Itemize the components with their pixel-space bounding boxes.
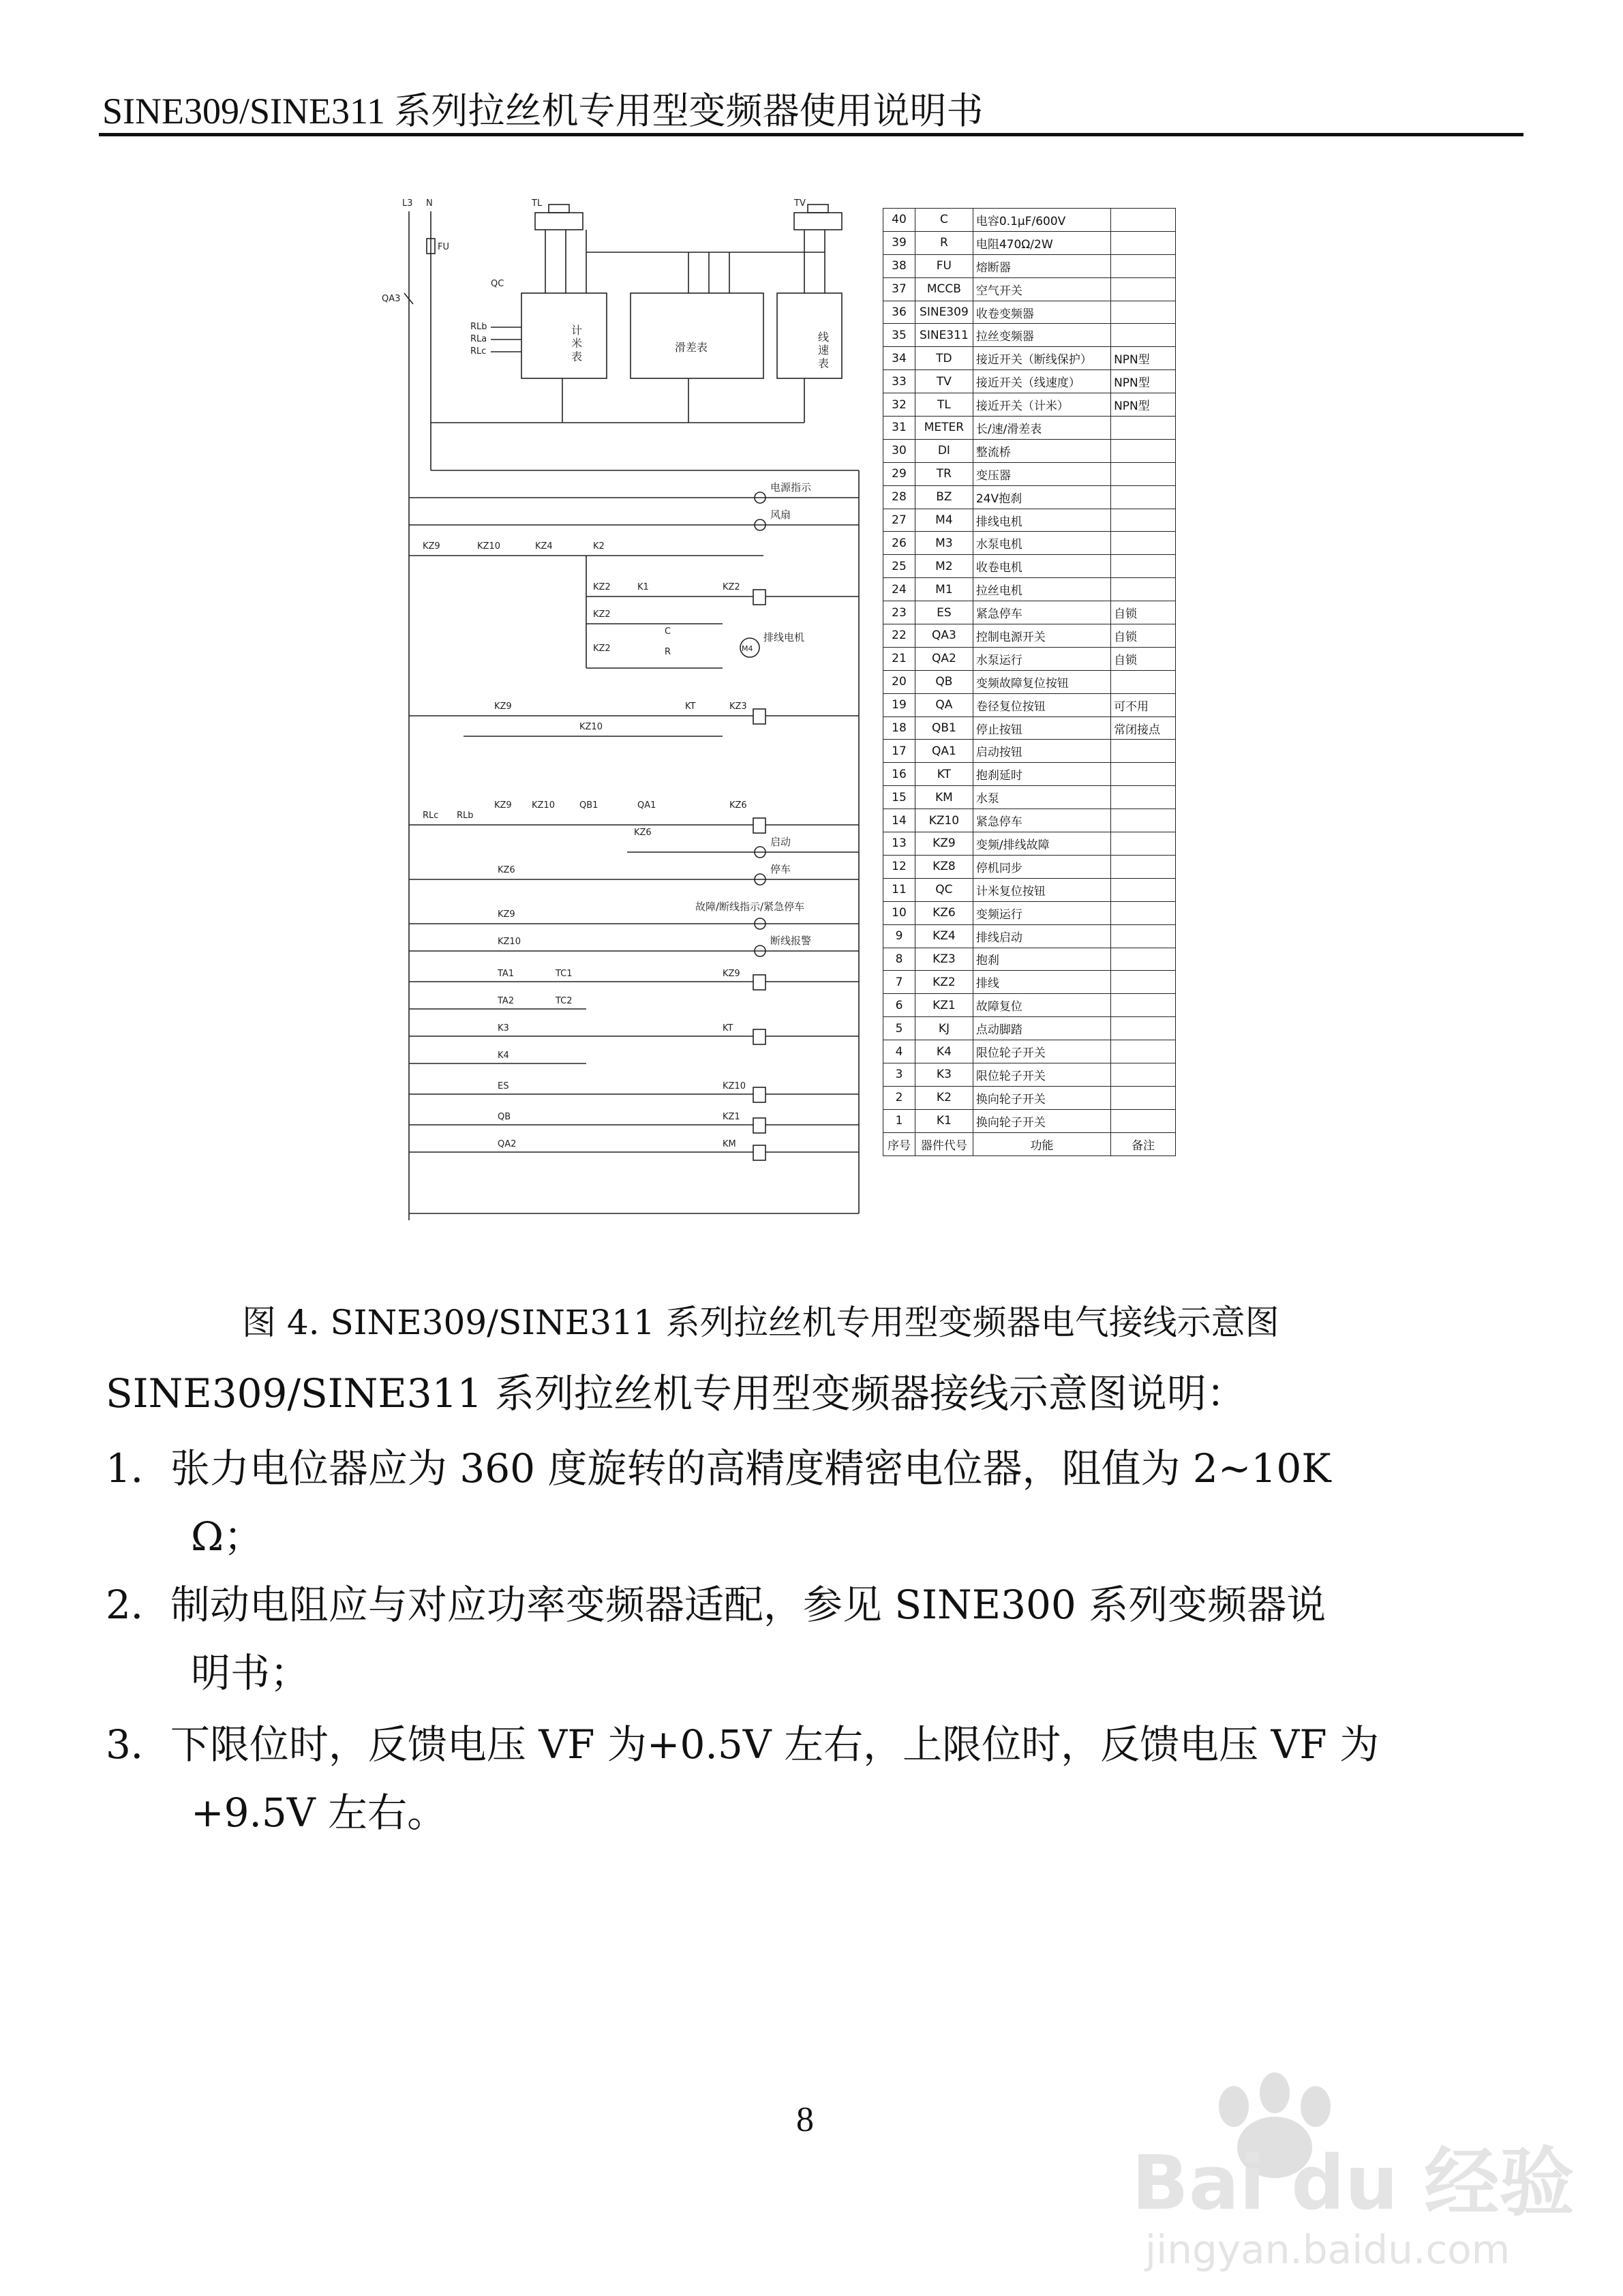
legend-cell: 排线启动	[973, 924, 1110, 948]
legend-cell: 38	[883, 254, 915, 277]
svg-text:KZ3: KZ3	[729, 701, 747, 712]
svg-text:KZ9: KZ9	[494, 701, 512, 712]
legend-cell: NPN型	[1111, 393, 1176, 417]
legend-cell: KJ	[915, 1017, 973, 1040]
legend-cell: M2	[915, 555, 973, 578]
legend-cell: 水泵运行	[973, 647, 1110, 670]
legend-cell: MCCB	[915, 277, 973, 301]
legend-row	[883, 393, 1176, 417]
legend-row	[883, 716, 1176, 740]
legend-cell	[1111, 878, 1176, 901]
watermark-brand: Bai du 经验	[1132, 2139, 1575, 2226]
legend-cell: 紧急停车	[973, 601, 1110, 624]
item-3-line-2: +9.5V 左右。	[191, 1789, 447, 1836]
legend-row	[883, 971, 1176, 994]
legend-header-cell: 备注	[1111, 1132, 1176, 1155]
start-label: 启动	[770, 836, 791, 848]
legend-cell: KZ8	[915, 855, 973, 878]
legend-row	[883, 624, 1176, 648]
legend-cell	[1111, 209, 1176, 232]
svg-text:KZ10: KZ10	[477, 541, 500, 552]
item-1-line-2: Ω；	[191, 1513, 264, 1560]
fault-label: 故障/断线指示/紧急停车	[695, 901, 805, 913]
legend-cell: 排线	[973, 971, 1110, 994]
wiring-diagram	[382, 198, 873, 1234]
legend-cell: 16	[883, 763, 915, 786]
svg-text:QA2: QA2	[498, 1139, 517, 1149]
legend-cell: 22	[883, 624, 915, 648]
legend-cell: KZ6	[915, 901, 973, 924]
svg-text:KT: KT	[723, 1023, 733, 1033]
legend-cell: 可不用	[1111, 693, 1176, 716]
legend-cell: 6	[883, 994, 915, 1017]
legend-cell: KM	[915, 786, 973, 809]
legend-cell: 卷径复位按钮	[973, 693, 1110, 716]
legend-cell: 停止按钮	[973, 716, 1110, 740]
legend-cell: 换向轮子开关	[973, 1086, 1110, 1109]
baidu-watermark	[1118, 2045, 1595, 2277]
stop-label: 停车	[770, 863, 791, 875]
legend-cell: 水泵电机	[973, 532, 1110, 555]
legend-row	[883, 532, 1176, 555]
svg-text:TA1: TA1	[498, 969, 515, 979]
legend-cell: 控制电源开关	[973, 624, 1110, 648]
legend-cell: 29	[883, 462, 915, 485]
legend-row	[883, 693, 1176, 716]
item-2-line-2: 明书；	[191, 1650, 310, 1696]
legend-cell: 点动脚踏	[973, 1017, 1110, 1040]
tv-label: TV	[794, 198, 806, 209]
legend-cell: 收卷电机	[973, 555, 1110, 578]
legend-cell: 36	[883, 301, 915, 324]
legend-cell	[1111, 740, 1176, 763]
legend-cell: R	[915, 231, 973, 254]
legend-cell: SINE311	[915, 324, 973, 347]
legend-cell	[1111, 231, 1176, 254]
svg-text:K2: K2	[593, 541, 605, 552]
legend-cell: 接近开关（断线保护）	[973, 347, 1110, 370]
legend-row	[883, 301, 1176, 324]
legend-cell	[1111, 670, 1176, 693]
svg-text:KZ10: KZ10	[579, 722, 603, 732]
legend-row	[883, 994, 1176, 1017]
legend-cell: 9	[883, 924, 915, 948]
legend-cell: C	[915, 209, 973, 232]
legend-cell: 变频运行	[973, 901, 1110, 924]
legend-row	[883, 1063, 1176, 1086]
legend-row	[883, 324, 1176, 347]
rla-label: RLa	[470, 334, 487, 344]
legend-cell: KZ4	[915, 924, 973, 948]
legend-cell: 自锁	[1111, 624, 1176, 648]
legend-cell: 换向轮子开关	[973, 1109, 1110, 1132]
legend-row	[883, 485, 1176, 509]
legend-cell: 34	[883, 347, 915, 370]
legend-cell: 17	[883, 740, 915, 763]
watermark-url: jingyan.baidu.com	[1145, 2226, 1511, 2273]
svg-text:TC2: TC2	[556, 996, 573, 1006]
svg-text:KZ9: KZ9	[423, 541, 440, 552]
legend-cell: 限位轮子开关	[973, 1063, 1110, 1086]
legend-row	[883, 370, 1176, 393]
legend-cell: 1	[883, 1109, 915, 1132]
legend-cell: DI	[915, 439, 973, 462]
legend-cell: 变频/排线故障	[973, 832, 1110, 856]
item-2-line-1: 2．制动电阻应与对应功率变频器适配，参见 SINE300 系列变频器说	[106, 1582, 1326, 1628]
legend-row	[883, 417, 1176, 440]
legend-cell	[1111, 1040, 1176, 1063]
qa3-label: QA3	[382, 294, 401, 304]
rlc-label: RLc	[470, 346, 487, 357]
legend-cell: TD	[915, 347, 973, 370]
svg-text:KZ2: KZ2	[593, 644, 611, 654]
legend-row	[883, 1109, 1176, 1132]
svg-text:K3: K3	[498, 1023, 509, 1033]
legend-row	[883, 763, 1176, 786]
legend-row	[883, 855, 1176, 878]
legend-cell: 自锁	[1111, 647, 1176, 670]
legend-cell: KZ1	[915, 994, 973, 1017]
svg-text:K4: K4	[498, 1051, 509, 1061]
legend-cell: 31	[883, 417, 915, 440]
legend-cell: 3	[883, 1063, 915, 1086]
legend-cell: QB	[915, 670, 973, 693]
legend-cell: 14	[883, 809, 915, 832]
header-rule	[99, 133, 1523, 136]
item-3-line-1: 3．下限位时，反馈电压 VF 为+0.5V 左右，上限位时，反馈电压 VF 为	[106, 1721, 1380, 1768]
legend-cell	[1111, 301, 1176, 324]
legend-cell: 24V抱刹	[973, 485, 1110, 509]
legend-cell: ES	[915, 601, 973, 624]
svg-text:KZ10: KZ10	[532, 800, 555, 811]
legend-row	[883, 786, 1176, 809]
legend-cell: 接近开关（计米）	[973, 393, 1110, 417]
legend-cell	[1111, 809, 1176, 832]
legend-cell	[1111, 462, 1176, 485]
legend-cell	[1111, 924, 1176, 948]
legend-row	[883, 948, 1176, 971]
legend-cell: 26	[883, 532, 915, 555]
legend-cell: 37	[883, 277, 915, 301]
svg-text:KZ9: KZ9	[498, 909, 515, 920]
svg-text:KZ6: KZ6	[729, 800, 747, 811]
svg-text:KZ10: KZ10	[723, 1081, 746, 1091]
svg-text:C: C	[665, 626, 671, 637]
legend-cell: 启动按钮	[973, 740, 1110, 763]
legend-cell: 自锁	[1111, 601, 1176, 624]
legend-cell: 抱刹	[973, 948, 1110, 971]
svg-text:R: R	[665, 647, 671, 657]
legend-row	[883, 231, 1176, 254]
legend-cell: 30	[883, 439, 915, 462]
legend-cell: KT	[915, 763, 973, 786]
svg-text:KZ6: KZ6	[634, 828, 652, 838]
legend-cell: 抱刹延时	[973, 763, 1110, 786]
legend-cell	[1111, 948, 1176, 971]
legend-row	[883, 809, 1176, 832]
n-label: N	[426, 198, 433, 209]
legend-row	[883, 601, 1176, 624]
legend-cell: M3	[915, 532, 973, 555]
svg-text:TA2: TA2	[498, 996, 515, 1006]
legend-cell: 20	[883, 670, 915, 693]
legend-cell: 35	[883, 324, 915, 347]
legend-row	[883, 555, 1176, 578]
legend-cell	[1111, 578, 1176, 601]
legend-cell: 故障复位	[973, 994, 1110, 1017]
l3-label: L3	[402, 198, 413, 209]
legend-cell: 39	[883, 231, 915, 254]
legend-cell: KZ9	[915, 832, 973, 856]
legend-cell: 收卷变频器	[973, 301, 1110, 324]
svg-text:KZ9: KZ9	[723, 969, 740, 979]
legend-cell	[1111, 277, 1176, 301]
legend-cell	[1111, 417, 1176, 440]
legend-cell	[1111, 324, 1176, 347]
legend-cell	[1111, 555, 1176, 578]
legend-cell	[1111, 439, 1176, 462]
legend-cell: 接近开关（线速度）	[973, 370, 1110, 393]
legend-cell	[1111, 1063, 1176, 1086]
legend-cell: 限位轮子开关	[973, 1040, 1110, 1063]
legend-cell: QA	[915, 693, 973, 716]
legend-cell: 19	[883, 693, 915, 716]
legend-cell: 变频故障复位按钮	[973, 670, 1110, 693]
legend-row	[883, 670, 1176, 693]
legend-cell: 25	[883, 555, 915, 578]
legend-cell: 熔断器	[973, 254, 1110, 277]
legend-cell: K2	[915, 1086, 973, 1109]
legend-cell	[1111, 855, 1176, 878]
component-table	[883, 208, 1176, 1156]
figure-caption: 图 4. SINE309/SINE311 系列拉丝机专用型变频器电气接线示意图	[242, 1303, 1279, 1342]
legend-cell: QC	[915, 878, 973, 901]
svg-text:RLc: RLc	[423, 811, 439, 821]
legend-cell: 12	[883, 855, 915, 878]
svg-text:QB: QB	[498, 1112, 511, 1122]
legend-cell: 计米复位按钮	[973, 878, 1110, 901]
legend-cell: 24	[883, 578, 915, 601]
legend-cell	[1111, 532, 1176, 555]
legend-cell: 水泵	[973, 786, 1110, 809]
legend-cell	[1111, 1109, 1176, 1132]
qc-label: QC	[491, 279, 504, 289]
power-indicator-label: 电源指示	[770, 481, 812, 494]
legend-row	[883, 901, 1176, 924]
legend-cell: 变压器	[973, 462, 1110, 485]
legend-cell: TV	[915, 370, 973, 393]
legend-cell: BZ	[915, 485, 973, 509]
legend-cell: FU	[915, 254, 973, 277]
svg-text:KZ4: KZ4	[535, 541, 553, 552]
legend-cell: KZ10	[915, 809, 973, 832]
legend-cell: 11	[883, 878, 915, 901]
legend-cell: QA3	[915, 624, 973, 648]
legend-row	[883, 347, 1176, 370]
svg-text:QB1: QB1	[579, 800, 598, 811]
legend-cell: KZ3	[915, 948, 973, 971]
legend-cell	[1111, 1017, 1176, 1040]
fan-label: 风扇	[770, 509, 791, 521]
svg-text:KZ2: KZ2	[593, 582, 611, 592]
page-header-title: SINE309/SINE311 系列拉丝机专用型变频器使用说明书	[102, 91, 984, 132]
legend-cell: 拉丝电机	[973, 578, 1110, 601]
legend-row	[883, 832, 1176, 856]
svg-text:TC1: TC1	[556, 969, 573, 979]
legend-cell: 5	[883, 1017, 915, 1040]
svg-text:QA1: QA1	[637, 800, 656, 811]
legend-row	[883, 1040, 1176, 1063]
legend-cell: 33	[883, 370, 915, 393]
meter2-label: 滑差表	[675, 341, 708, 354]
alarm-label: 断线报警	[770, 935, 812, 947]
legend-header-cell: 序号	[883, 1132, 915, 1155]
legend-cell: KZ2	[915, 971, 973, 994]
legend-cell: QA1	[915, 740, 973, 763]
legend-row	[883, 277, 1176, 301]
legend-cell	[1111, 763, 1176, 786]
rlb-label: RLb	[470, 322, 487, 332]
legend-row	[883, 254, 1176, 277]
legend-row	[883, 209, 1176, 232]
legend-cell: 电容0.1μF/600V	[973, 209, 1110, 232]
legend-header-cell: 功能	[973, 1132, 1110, 1155]
legend-cell: 停机同步	[973, 855, 1110, 878]
legend-cell: M1	[915, 578, 973, 601]
legend-cell	[1111, 1086, 1176, 1109]
legend-cell: 拉丝变频器	[973, 324, 1110, 347]
svg-text:KZ2: KZ2	[723, 582, 740, 592]
tl-label: TL	[532, 198, 543, 209]
legend-row	[883, 509, 1176, 532]
legend-cell: TR	[915, 462, 973, 485]
legend-row	[883, 1086, 1176, 1109]
legend-cell	[1111, 994, 1176, 1017]
legend-row	[883, 578, 1176, 601]
legend-cell: 32	[883, 393, 915, 417]
legend-cell: 空气开关	[973, 277, 1110, 301]
legend-cell: 21	[883, 647, 915, 670]
legend-cell: 常闭接点	[1111, 716, 1176, 740]
legend-row	[883, 1017, 1176, 1040]
legend-cell: K3	[915, 1063, 973, 1086]
legend-cell	[1111, 971, 1176, 994]
svg-text:KZ1: KZ1	[723, 1112, 740, 1122]
legend-cell: 8	[883, 948, 915, 971]
legend-cell: QA2	[915, 647, 973, 670]
legend-row	[883, 878, 1176, 901]
legend-cell: 23	[883, 601, 915, 624]
legend-row	[883, 462, 1176, 485]
legend-header-row	[883, 1132, 1176, 1155]
legend-cell: NPN型	[1111, 347, 1176, 370]
legend-cell	[1111, 254, 1176, 277]
page-number: 8	[796, 2100, 814, 2139]
svg-text:M4: M4	[742, 644, 753, 653]
legend-cell: 整流桥	[973, 439, 1110, 462]
svg-text:KZ6: KZ6	[498, 865, 515, 875]
legend-cell: 紧急停车	[973, 809, 1110, 832]
legend-cell: 电阻470Ω/2W	[973, 231, 1110, 254]
legend-row	[883, 740, 1176, 763]
fu-label: FU	[438, 242, 449, 252]
legend-row	[883, 647, 1176, 670]
legend-cell	[1111, 509, 1176, 532]
legend-row	[883, 924, 1176, 948]
legend-cell: K1	[915, 1109, 973, 1132]
meter1-label: 计米表	[571, 324, 583, 363]
legend-cell: 4	[883, 1040, 915, 1063]
svg-text:K1: K1	[637, 582, 649, 592]
motor-label: 排线电机	[763, 631, 805, 644]
legend-cell: NPN型	[1111, 370, 1176, 393]
legend-cell: QB1	[915, 716, 973, 740]
item-1-line-1: 1．张力电位器应为 360 度旋转的高精度精密电位器，阻值为 2~10K	[106, 1445, 1331, 1492]
legend-cell: SINE309	[915, 301, 973, 324]
legend-cell	[1111, 485, 1176, 509]
legend-cell: METER	[915, 417, 973, 440]
svg-text:KM: KM	[723, 1139, 736, 1149]
svg-text:KZ9: KZ9	[494, 800, 512, 811]
svg-text:ES: ES	[498, 1081, 509, 1091]
legend-cell: K4	[915, 1040, 973, 1063]
intro-text: SINE309/SINE311 系列拉丝机专用型变频器接线示意图说明：	[106, 1370, 1246, 1417]
legend-cell	[1111, 832, 1176, 856]
legend-cell: M4	[915, 509, 973, 532]
svg-text:KZ10: KZ10	[498, 937, 521, 947]
legend-cell: 2	[883, 1086, 915, 1109]
legend-cell: 18	[883, 716, 915, 740]
svg-text:RLb: RLb	[457, 811, 474, 821]
svg-text:KT: KT	[685, 701, 696, 712]
legend-cell: 28	[883, 485, 915, 509]
legend-cell: 7	[883, 971, 915, 994]
legend-cell: 13	[883, 832, 915, 856]
svg-text:KZ2: KZ2	[593, 609, 611, 620]
legend-cell: 长/速/滑差表	[973, 417, 1110, 440]
legend-cell: 排线电机	[973, 509, 1110, 532]
legend-cell: 40	[883, 209, 915, 232]
legend-cell: 15	[883, 786, 915, 809]
legend-cell	[1111, 786, 1176, 809]
legend-cell	[1111, 901, 1176, 924]
legend-header-cell: 器件代号	[915, 1132, 973, 1155]
legend-cell: 10	[883, 901, 915, 924]
legend-cell: TL	[915, 393, 973, 417]
meter3-label: 线速表	[818, 331, 830, 370]
legend-row	[883, 439, 1176, 462]
legend-cell: 27	[883, 509, 915, 532]
